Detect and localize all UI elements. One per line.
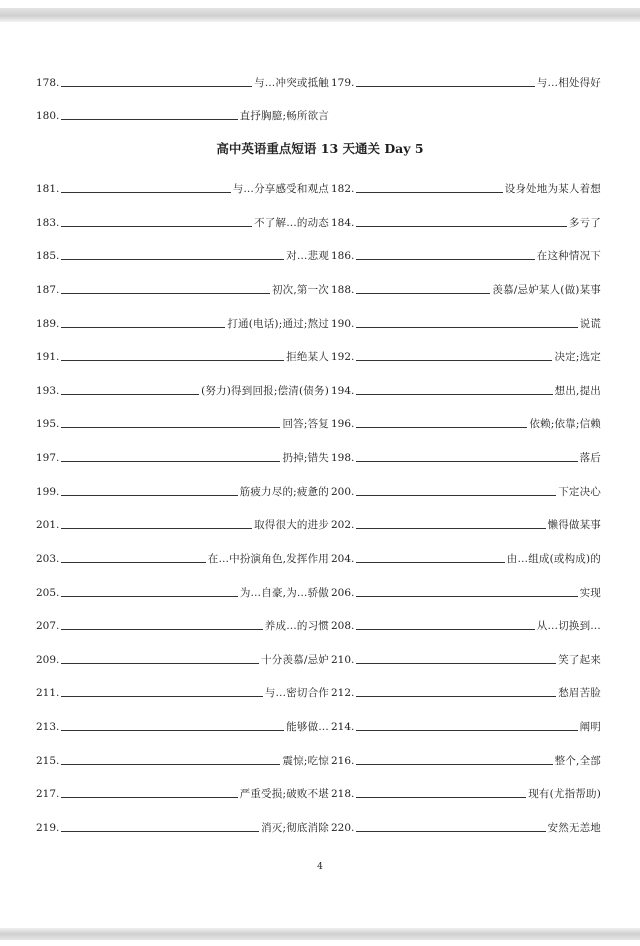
item-number: 189. [36,318,60,330]
phrase-item [331,311,601,331]
phrase-item [331,277,601,297]
answer-blank[interactable] [61,119,237,120]
phrase-item [331,210,601,230]
answer-blank[interactable] [356,327,577,328]
item-number: 197. [36,452,60,464]
phrase-item [36,613,329,633]
phrase-item [36,647,329,667]
phrase-item [36,580,329,600]
chinese-meaning: 现有(尤指帮助) [528,788,601,800]
answer-blank[interactable] [356,596,577,597]
phrase-item [331,546,601,566]
item-number: 206. [331,587,355,599]
phrase-row [0,479,640,499]
chinese-meaning: 不了解…的动态 [254,217,329,229]
answer-blank[interactable] [356,192,502,193]
item-number: 219. [36,822,60,834]
answer-blank[interactable] [356,528,545,529]
item-number: 194. [331,385,355,397]
answer-blank[interactable] [61,394,199,395]
phrase-item [331,70,601,90]
answer-blank[interactable] [61,528,252,529]
chinese-meaning: 整个,全部 [554,755,601,767]
item-number: 182. [331,183,355,195]
phrase-item [331,176,601,196]
answer-blank[interactable] [61,259,284,260]
chinese-meaning: 下定决心 [558,486,601,498]
answer-blank[interactable] [61,629,262,630]
answer-blank[interactable] [61,293,270,294]
chinese-meaning: 与…相处得好 [536,77,601,89]
chinese-meaning: 由…组成(或构成)的 [506,553,601,565]
phrase-row [0,512,640,532]
phrase-row [0,445,640,465]
phrase-item [36,277,329,297]
phrase-row [0,613,640,633]
phrase-item [331,613,601,633]
item-number: 204. [331,553,355,565]
item-number: 196. [331,418,355,430]
answer-blank[interactable] [61,797,237,798]
phrase-row [0,546,640,566]
chinese-meaning: (努力)得到回报;偿清(债务) [201,385,329,397]
chinese-meaning: 拒绝某人 [286,351,329,363]
answer-blank[interactable] [61,663,259,664]
item-number: 198. [331,452,355,464]
phrase-row [0,680,640,700]
item-number: 185. [36,250,60,262]
phrase-item [36,411,329,431]
phrase-item [36,781,329,801]
phrase-item [36,176,329,196]
item-number: 178. [36,77,60,89]
item-number: 213. [36,721,60,733]
chinese-meaning: 能够做… [286,721,329,733]
chinese-meaning: 实现 [579,587,601,599]
item-number: 218. [331,788,355,800]
item-number: 217. [36,788,60,800]
item-number: 179. [331,77,355,89]
chinese-meaning: 直抒胸臆;畅所欲言 [239,110,329,122]
chinese-meaning: 取得很大的进步 [254,519,329,531]
phrase-row [0,344,640,364]
item-number: 195. [36,418,60,430]
chinese-meaning: 懒得做某事 [547,519,601,531]
chinese-meaning: 为…自豪,为…骄傲 [239,587,329,599]
phrase-row [0,176,640,196]
chinese-meaning: 在…中扮演角色,发挥作用 [207,553,329,565]
answer-blank[interactable] [61,596,237,597]
phrase-item [36,748,329,768]
answer-blank[interactable] [356,696,556,697]
phrase-item [36,680,329,700]
phrase-item [36,103,329,123]
answer-blank[interactable] [356,427,527,428]
item-number: 183. [36,217,60,229]
page-bottom-edge [0,928,640,940]
chinese-meaning: 与…分享感受和观点 [232,183,329,195]
chinese-meaning: 初次,第一次 [271,284,329,296]
answer-blank[interactable] [356,226,567,227]
phrase-item [331,344,601,364]
phrase-row [0,580,640,600]
phrase-item [36,546,329,566]
chinese-meaning: 愁眉苦脸 [558,687,601,699]
answer-blank[interactable] [356,730,577,731]
phrase-item [331,647,601,667]
phrase-item [36,344,329,364]
chinese-meaning: 说谎 [579,318,601,330]
chinese-meaning: 与…密切合作 [264,687,329,699]
answer-blank[interactable] [356,360,552,361]
answer-blank[interactable] [61,427,280,428]
item-number: 202. [331,519,355,531]
chinese-meaning: 震惊;吃惊 [282,755,329,767]
item-number: 208. [331,620,355,632]
page-title: 高中英语重点短语 13 天通关 Day 5 [216,141,424,156]
item-number: 210. [331,654,355,666]
item-number: 214. [331,721,355,733]
phrase-item [331,748,601,768]
chinese-meaning: 扔掉;错失 [282,452,329,464]
phrase-item [331,243,601,263]
phrase-row [0,781,640,801]
phrase-item [36,445,329,465]
answer-blank[interactable] [61,192,230,193]
chinese-meaning: 消灭;彻底消除 [261,822,329,834]
answer-blank[interactable] [356,562,504,563]
chinese-meaning: 决定;选定 [554,351,601,363]
answer-blank[interactable] [356,394,552,395]
phrase-row [0,748,640,768]
item-number: 193. [36,385,60,397]
chinese-meaning: 设身处地为某人着想 [504,183,601,195]
chinese-meaning: 与…冲突或抵触 [254,77,329,89]
answer-blank[interactable] [356,764,552,765]
phrase-row [0,311,640,331]
phrase-item [331,714,601,734]
answer-blank[interactable] [61,831,259,832]
item-number: 209. [36,654,60,666]
chinese-meaning: 对…悲观 [286,250,329,262]
answer-blank[interactable] [61,730,284,731]
answer-blank[interactable] [356,797,526,798]
phrase-item [36,714,329,734]
phrase-item [36,815,329,835]
phrase-row [0,647,640,667]
phrase-item [331,815,601,835]
item-number: 188. [331,284,355,296]
chinese-meaning: 在这种情况下 [536,250,601,262]
answer-blank[interactable] [356,293,490,294]
phrase-item [36,243,329,263]
answer-blank[interactable] [61,495,237,496]
chinese-meaning: 安然无恙地 [547,822,601,834]
item-number: 220. [331,822,355,834]
answer-blank[interactable] [356,495,556,496]
item-number: 181. [36,183,60,195]
item-number: 216. [331,755,355,767]
chinese-meaning: 依赖;依靠;信赖 [529,418,601,430]
phrase-item [36,512,329,532]
page-top-edge [0,8,640,22]
phrase-item [36,70,329,90]
chinese-meaning: 笑了起来 [558,654,601,666]
phrase-row [0,378,640,398]
answer-blank[interactable] [61,360,284,361]
item-number: 215. [36,755,60,767]
item-number: 192. [331,351,355,363]
answer-blank[interactable] [356,86,534,87]
answer-blank[interactable] [356,831,545,832]
phrase-item [331,512,601,532]
phrase-item [331,580,601,600]
item-number: 207. [36,620,60,632]
chinese-meaning: 筋疲力尽的;疲惫的 [239,486,329,498]
item-number: 186. [331,250,355,262]
phrase-row [0,714,640,734]
phrase-row [0,411,640,431]
phrase-item [331,680,601,700]
chinese-meaning: 回答;答复 [282,418,329,430]
phrase-row [0,103,640,123]
item-number: 184. [331,217,355,229]
chinese-meaning: 打通(电话);通过;熬过 [227,318,329,330]
phrase-item [36,210,329,230]
phrase-row [0,243,640,263]
answer-blank[interactable] [61,696,262,697]
item-number: 201. [36,519,60,531]
phrase-row [0,70,640,90]
item-number: 180. [36,110,60,122]
answer-blank[interactable] [61,86,252,87]
item-number: 190. [331,318,355,330]
answer-blank[interactable] [356,663,556,664]
answer-blank[interactable] [356,629,534,630]
answer-blank[interactable] [61,327,225,328]
phrase-row [0,277,640,297]
item-number: 203. [36,553,60,565]
phrase-item [36,311,329,331]
phrase-row [0,815,640,835]
item-number: 191. [36,351,60,363]
answer-blank[interactable] [61,562,205,563]
answer-blank[interactable] [356,461,577,462]
chinese-meaning: 严重受损;破败不堪 [239,788,329,800]
item-number: 211. [36,687,60,699]
answer-blank[interactable] [61,461,280,462]
chinese-meaning: 多亏了 [568,217,601,229]
chinese-meaning: 阐明 [579,721,601,733]
answer-blank[interactable] [61,226,252,227]
chinese-meaning: 十分羡慕/忌妒 [261,654,329,666]
item-number: 187. [36,284,60,296]
phrase-item [331,445,601,465]
chinese-meaning: 落后 [579,452,601,464]
item-number: 212. [331,687,355,699]
phrase-item [331,378,601,398]
phrase-item [331,411,601,431]
phrase-item [36,479,329,499]
item-number: 199. [36,486,60,498]
phrase-item [331,781,601,801]
answer-blank[interactable] [61,764,280,765]
chinese-meaning: 养成…的习惯 [264,620,329,632]
page-number: 4 [317,862,323,872]
answer-blank[interactable] [356,259,534,260]
phrase-row [0,210,640,230]
item-number: 205. [36,587,60,599]
chinese-meaning: 羡慕/忌妒某人(做)某事 [492,284,601,296]
phrase-item [36,378,329,398]
chinese-meaning: 想出,提出 [554,385,601,397]
chinese-meaning: 从…切换到… [536,620,601,632]
item-number: 200. [331,486,355,498]
phrase-item [331,479,601,499]
